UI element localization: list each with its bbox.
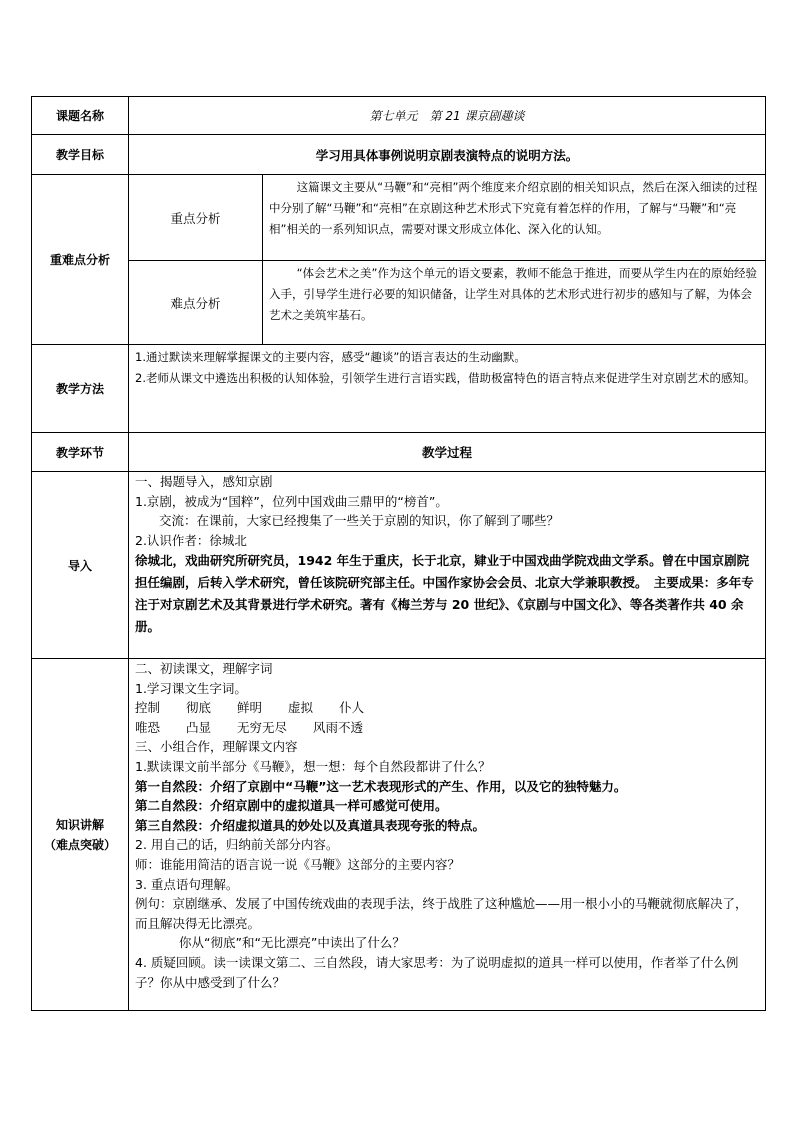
vocab-word: 无穷无尽 (237, 719, 288, 735)
intro-line: 交流：在课前，大家已经搜集了一些关于京剧的知识，你了解到了哪些？ (159, 513, 560, 529)
process-stage-label: 教学环节 (32, 433, 129, 472)
intro-line: 1.京剧，被成为“国粹”，位列中国戏曲三鼎甲的“榜首”。 (135, 493, 448, 509)
difficult-analysis-label: 难点分析 (129, 261, 263, 345)
lesson-plan-table (31, 96, 766, 1011)
row-title (32, 97, 766, 135)
vocab-word: 鲜明 (237, 700, 263, 716)
knowledge-line: 1.学习课文生字词。 (135, 680, 247, 696)
vocab-word: 彻底 (186, 700, 212, 716)
paragraph-summary: 第三自然段：介绍虚拟道具的妙处以及真道具表现夸张的特点。 (135, 817, 486, 833)
method-label: 教学方法 (32, 345, 129, 433)
knowledge-label-line1: 知识讲解 (55, 817, 104, 832)
process-header: 教学过程 (129, 433, 766, 472)
knowledge-label-line2: （难点突破） (43, 837, 116, 852)
key-analysis-cell (263, 175, 766, 261)
knowledge-content (129, 659, 766, 1011)
difficult-analysis-cell (263, 261, 766, 345)
intro-line: 一、揭题导入，感知京剧 (135, 474, 273, 489)
knowledge-line: 你从“彻底”和“无比漂亮”中读出了什么？ (179, 935, 405, 951)
lesson-title: 第七单元 第 21 课京剧趣谈 (129, 97, 766, 135)
goal-text: 学习用具体事例说明京剧表演特点的说明方法。 (129, 135, 766, 175)
example-sentence: 例句：京剧继承、发展了中国传统戏曲的表现手法，终于战胜了这种尴尬——用一根小小的马鞭就彻底解决了，而且解决得无比漂亮。 (135, 896, 748, 931)
vocab-word: 控制 (135, 700, 161, 716)
method-cell (129, 345, 766, 433)
knowledge-line: 2. 用自己的话，归纳前关部分内容。 (135, 837, 339, 853)
intro-line: 2.认识作者：徐城北 (135, 532, 247, 548)
row-knowledge (32, 659, 766, 1011)
intro-label: 导入 (32, 472, 129, 659)
analysis-label: 重难点分析 (32, 175, 129, 345)
paragraph-summary: 第一自然段：介绍了京剧中“马鞭”这一艺术表现形式的产生、作用，以及它的独特魅力。 (135, 778, 627, 794)
row-difficult-analysis (32, 261, 766, 345)
knowledge-line: 二、初读课文，理解字词 (135, 661, 273, 676)
knowledge-line: 师：谁能用简洁的语言说一说《马鞭》这部分的主要内容？ (135, 856, 461, 872)
vocab-word: 风雨不透 (313, 719, 364, 735)
knowledge-line: 三、小组合作，理解课文内容 (135, 739, 298, 755)
key-analysis-text: 这篇课文主要从“马鞭”和“亮相”两个维度来介绍京剧的相关知识点，然后在深入细读的过程中分别了解“马鞭”和“亮相”在京剧这种艺术形式下究竟有着怎样的作用，了解与“马鞭”和“亮相”相关的一系列知识点，需要对课文形成立体化、深入化的认知。 (269, 180, 758, 236)
intro-content (129, 472, 766, 659)
row-method (32, 345, 766, 433)
knowledge-line: 4. 质疑回顾。读一读课文第二、三自然段，请大家思考：为了说明虚拟的道具一样可以使用，作者举了什么例子？你从中感受到了什么？ (135, 954, 739, 990)
vocab-word: 仆人 (339, 700, 365, 716)
row-process-header (32, 433, 766, 472)
difficult-analysis-text: “体会艺术之美”作为这个单元的语文要素，教师不能急于推进，而要从学生内在的原始经验入手，引导学生进行必要的知识储备，让学生对具体的艺术形式进行初步的感知与了解，为体会艺术之美筑牢基石。 (269, 266, 758, 322)
vocab-word: 唯恐 (135, 719, 161, 735)
row-key-analysis (32, 175, 766, 261)
author-bio: 徐城北，戏曲研究所研究员，1942 年生于重庆，长于北京，肄业于中国戏曲学院戏曲文学系。曾在中国京剧院担任编剧，后转入学术研究，曾任该院研究部主任。中国作家协会会员、北京大学兼职教授。 主要成果：多年专注于对京剧艺术及其背景进行学术研究。著有《梅兰芳与 20 世纪》、《京剧与中国文化》、等各类著作共 40 余册。 (135, 553, 754, 635)
goal-label: 教学目标 (32, 135, 129, 175)
knowledge-label (32, 659, 129, 1011)
knowledge-line: 3. 重点语句理解。 (135, 876, 239, 892)
method-item: 2.老师从课文中遴选出积极的认知体验，引领学生进行言语实践，借助极富特色的语言特点来促进学生对京剧艺术的感知。 (135, 371, 756, 385)
vocab-word: 凸显 (186, 719, 212, 735)
title-label: 课题名称 (32, 97, 129, 135)
vocab-row-2 (135, 718, 759, 738)
row-intro (32, 472, 766, 659)
vocab-word: 虚拟 (288, 700, 314, 716)
knowledge-line: 1.默读课文前半部分《马鞭》，想一想：每个自然段都讲了什么？ (135, 758, 491, 774)
paragraph-summary: 第二自然段：介绍京剧中的虚拟道具一样可感觉可使用。 (135, 798, 448, 814)
method-item: 1.通过默读来理解掌握课文的主要内容，感受“趣谈”的语言表达的生动幽默。 (135, 350, 526, 364)
row-goal (32, 135, 766, 175)
key-analysis-label: 重点分析 (129, 175, 263, 261)
lesson-plan-page (31, 96, 765, 1010)
vocab-row-1 (135, 698, 759, 718)
